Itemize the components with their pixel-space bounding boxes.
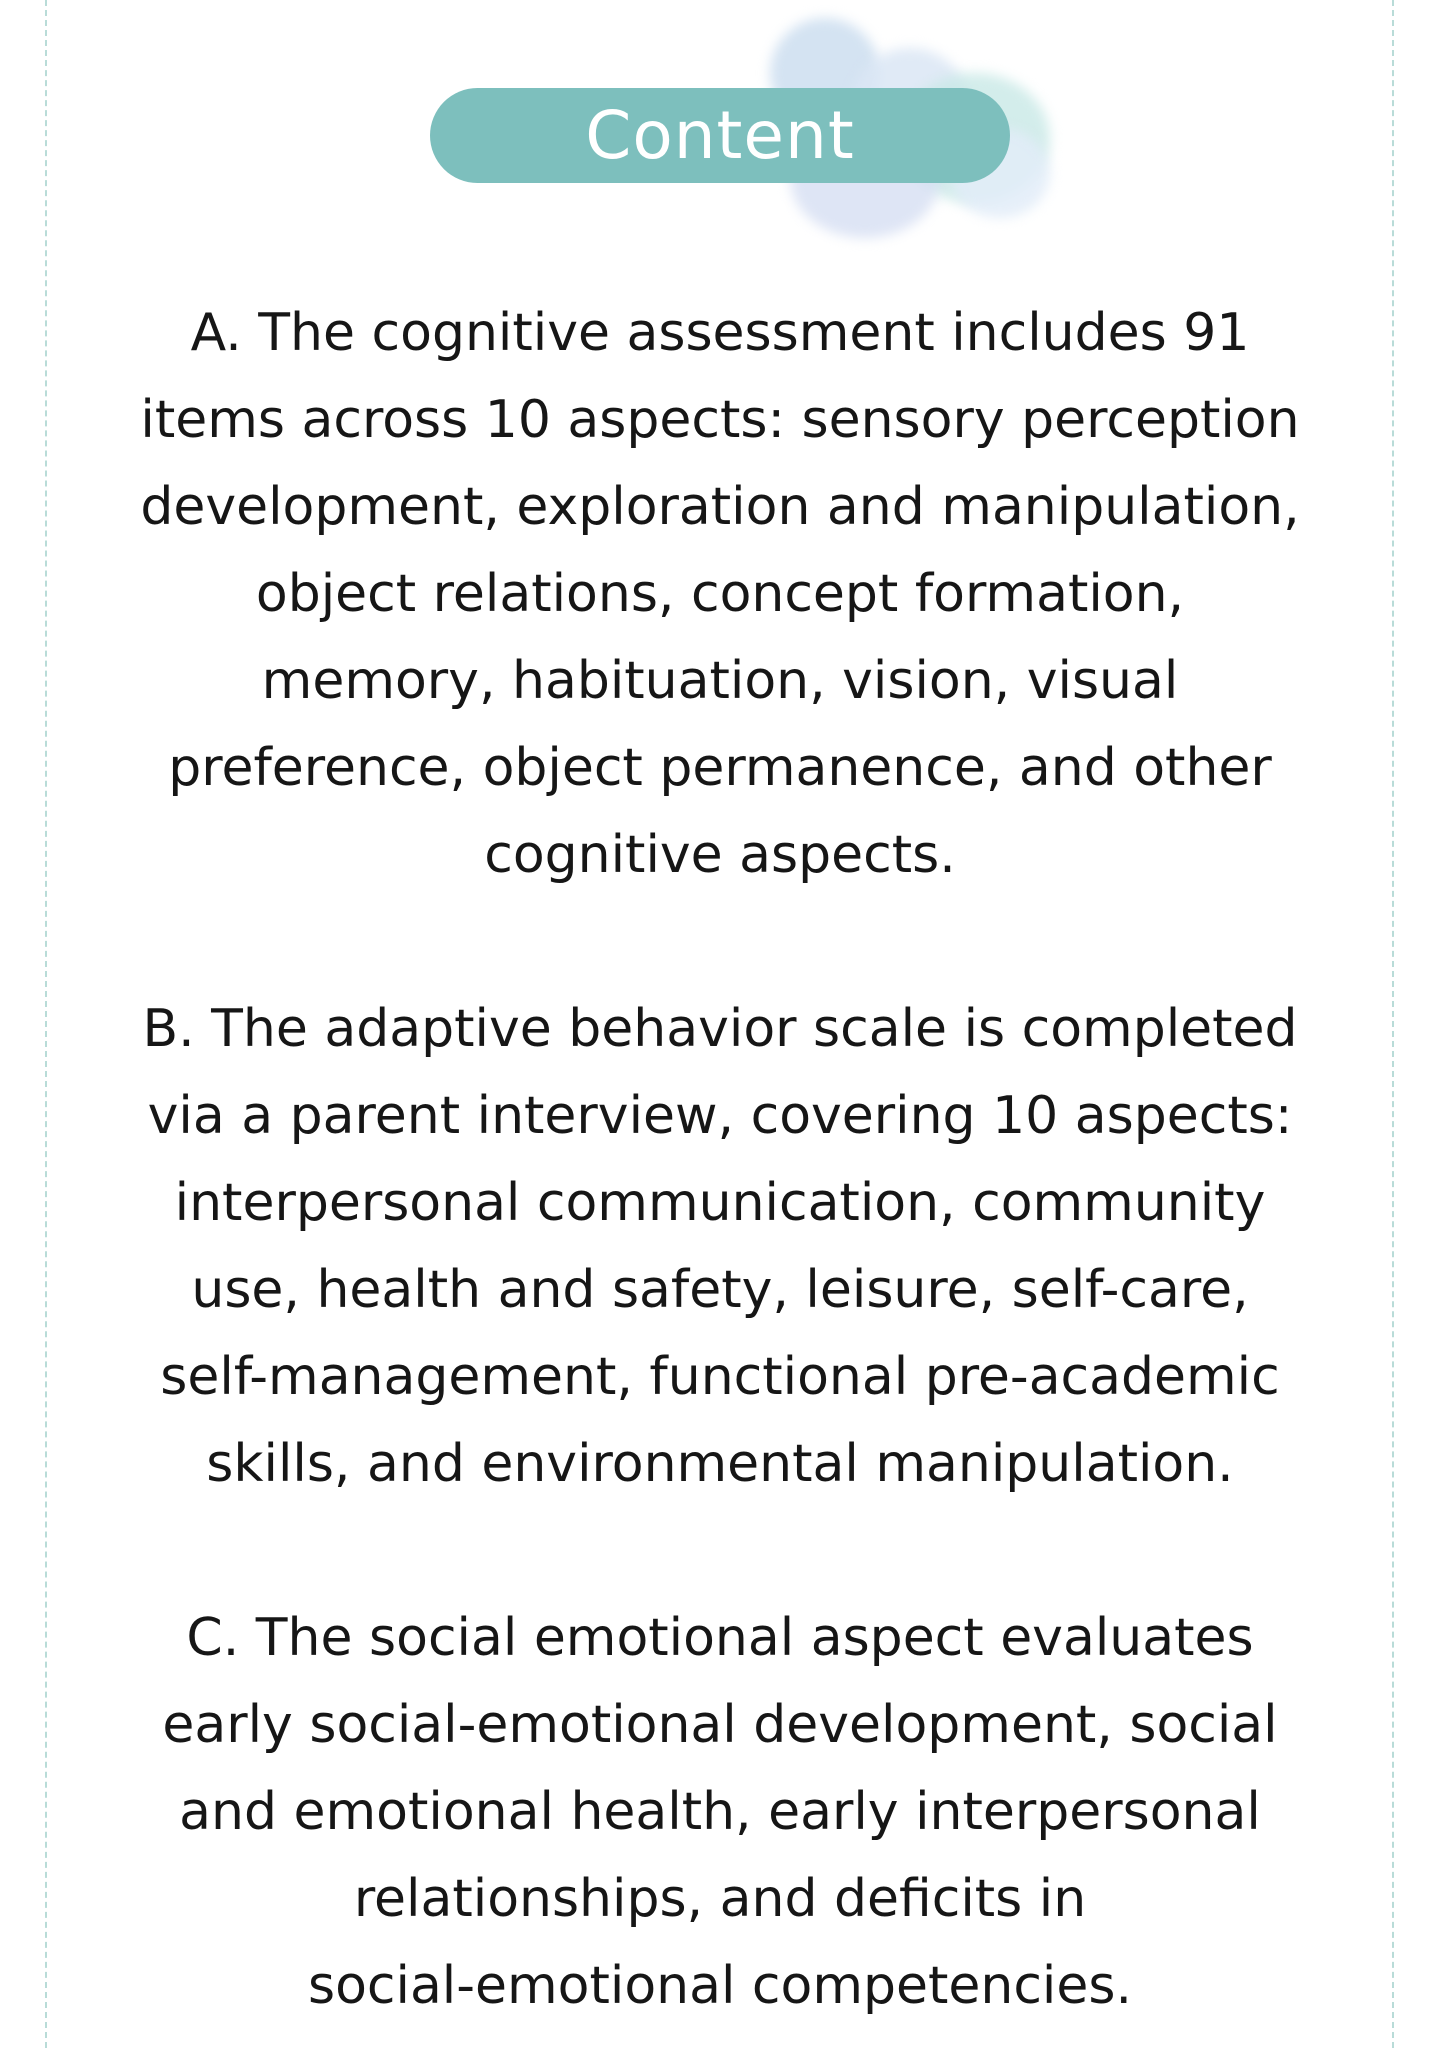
right-dashed-border (1392, 0, 1394, 2048)
paragraph-line: C. The social emotional aspect evaluates (186, 1608, 1254, 1668)
paragraph-line: self-management, functional pre-academic (160, 1347, 1280, 1407)
paragraph-line: use, health and safety, leisure, self-care, (191, 1260, 1249, 1320)
title-pill (430, 88, 1010, 183)
paragraph-line: preference, object permanence, and other (168, 738, 1272, 798)
page-title: Content (585, 96, 855, 174)
paragraph-line: early social-emotional development, social (162, 1695, 1278, 1755)
paragraph-line: memory, habituation, vision, visual (261, 651, 1179, 711)
paragraph-line: relationships, and deficits in (353, 1869, 1087, 1929)
content-body (90, 290, 1350, 2030)
paragraph-social-emotional (90, 1595, 1350, 2030)
paragraph-line: object relations, concept formation, (255, 564, 1185, 624)
paragraph-line: skills, and environmental manipulation. (206, 1434, 1234, 1494)
paragraph-line: interpersonal communication, community (174, 1173, 1266, 1233)
paragraph-line: A. The cognitive assessment includes 91 (190, 303, 1250, 363)
section-header (430, 88, 1070, 198)
paragraph-line: via a parent interview, covering 10 aspects: (147, 1086, 1293, 1146)
paragraph-cognitive-assessment (90, 290, 1350, 899)
paragraph-line: B. The adaptive behavior scale is completed (142, 999, 1298, 1059)
paragraph-line: social-emotional competencies. (308, 1956, 1132, 2016)
paragraph-adaptive-behavior (90, 986, 1350, 1508)
paragraph-line: and emotional health, early interpersonal (179, 1782, 1261, 1842)
paragraph-line: items across 10 aspects: sensory perception (140, 390, 1300, 450)
paragraph-line: cognitive aspects. (484, 825, 956, 885)
paragraph-line: development, exploration and manipulation, (140, 477, 1300, 537)
left-dashed-border (45, 0, 47, 2048)
